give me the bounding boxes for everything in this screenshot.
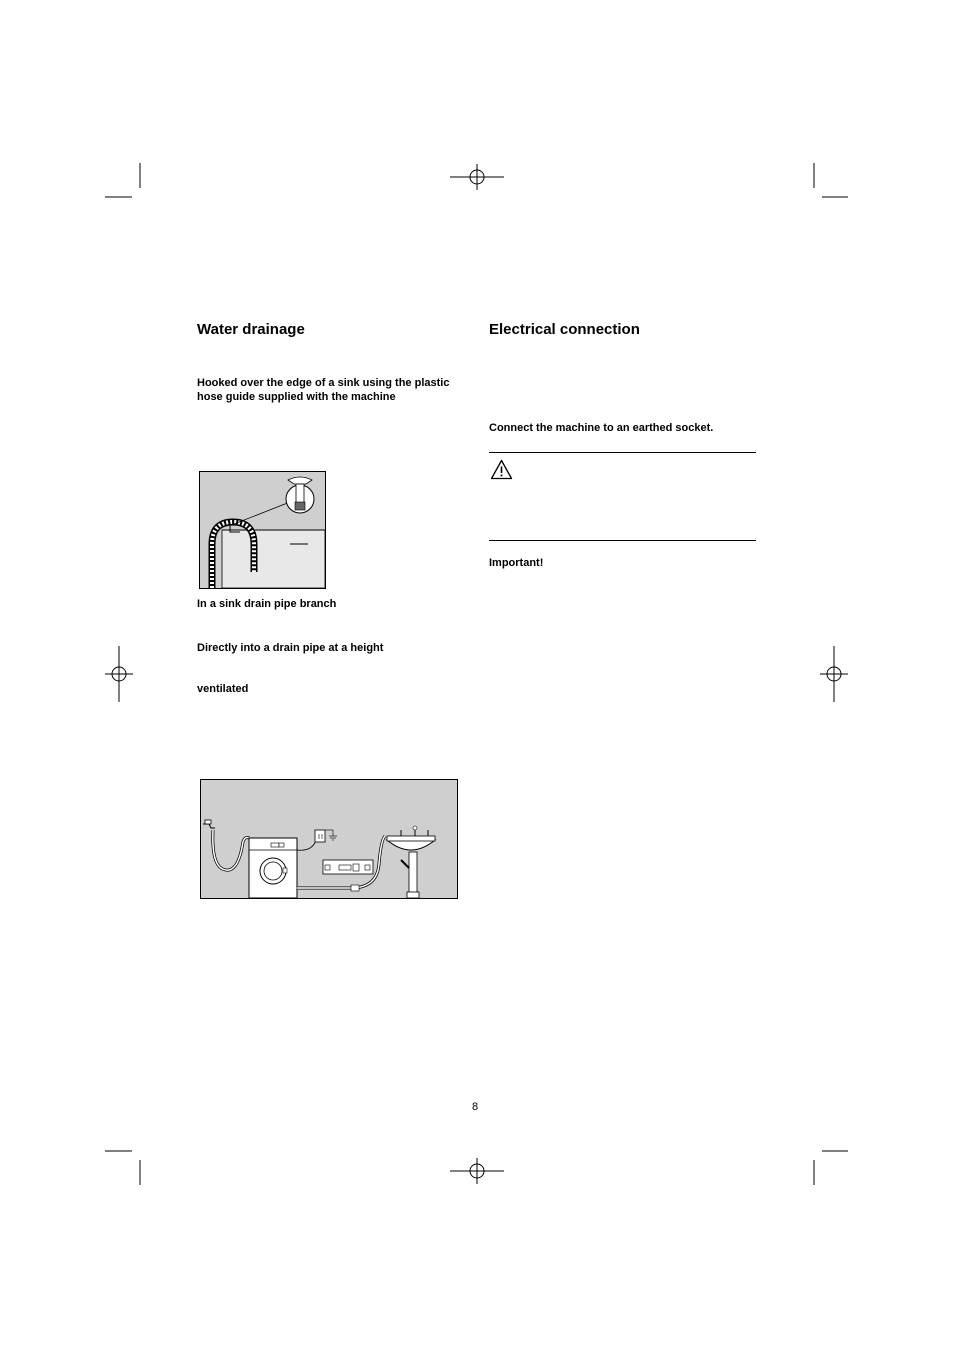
important-label: Important! bbox=[489, 557, 544, 569]
drain-pipe-height-text: Directly into a drain pipe at a height bbox=[197, 642, 384, 654]
hooked-over-sink-text bbox=[197, 376, 467, 404]
hooked-over-sink-line-1: Hooked over the edge of a sink using the plastic bbox=[197, 377, 450, 389]
earthed-socket-text: Connect the machine to an earthed socket. bbox=[489, 422, 714, 434]
page-number: 8 bbox=[472, 1101, 479, 1113]
warning-triangle-icon bbox=[490, 459, 513, 480]
warning-top-divider bbox=[489, 452, 756, 453]
electrical-connection-heading: Electrical connection bbox=[489, 321, 640, 338]
installation-overview-illustration bbox=[201, 780, 457, 898]
installation-overview-figure bbox=[200, 779, 458, 899]
warning-bottom-divider bbox=[489, 540, 756, 541]
hooked-over-sink-line-2: hose guide supplied with the machine bbox=[197, 391, 396, 403]
water-drainage-heading: Water drainage bbox=[197, 321, 305, 338]
sink-drain-branch-text: In a sink drain pipe branch bbox=[197, 598, 337, 610]
hose-over-sink-illustration bbox=[200, 472, 325, 588]
hose-over-sink-figure bbox=[199, 471, 326, 589]
ventilated-text: ventilated bbox=[197, 683, 249, 695]
